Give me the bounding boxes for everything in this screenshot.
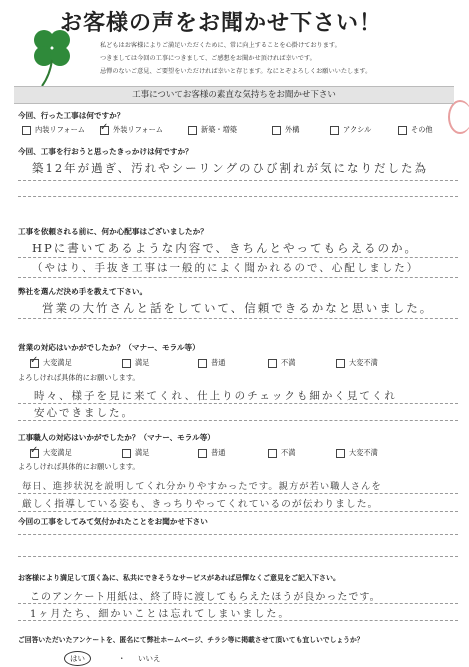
checkbox[interactable] (336, 449, 345, 458)
answer-line (18, 493, 458, 494)
answer-line (18, 420, 458, 421)
q1-option[interactable] (100, 125, 163, 135)
option-separator: ・ (118, 654, 126, 663)
answer-line (18, 257, 458, 258)
intro-line-3: 忌憚のないご意見、ご要望をいただければ幸いと存じます。なにとぞよろしくお願いいたします。 (100, 68, 372, 75)
q5-option[interactable] (336, 358, 378, 368)
option-label: 満足 (135, 448, 150, 457)
option-label: 大変不満 (349, 448, 378, 457)
q5-answer-line-1: 時々、様子を見に来てくれ、仕上りのチェックも細かく見てくれ (34, 390, 397, 402)
q5-option[interactable] (122, 358, 149, 368)
answer-line (18, 620, 458, 621)
option-label: 外構 (285, 125, 300, 134)
option-label: 満足 (135, 358, 150, 367)
checkbox[interactable] (198, 359, 207, 368)
q6-option[interactable] (30, 448, 72, 458)
q5-question: 営業の対応はいかがでしたか？（マナー、モラル等） (18, 343, 200, 352)
q3-answer-line-2: （やはり、手抜き工事は一般的によく聞かれるので、心配しました） (32, 262, 420, 274)
q4-question: 弊社を選んだ決め手を教えて下さい。 (18, 287, 148, 296)
checkbox[interactable] (268, 449, 277, 458)
checkbox[interactable] (122, 449, 131, 458)
option-label: 大変満足 (43, 448, 72, 457)
option-label: 大変満足 (43, 358, 72, 367)
checkbox[interactable] (188, 126, 197, 135)
checkbox-checked[interactable] (30, 449, 39, 458)
checkbox-checked[interactable] (100, 126, 109, 135)
q5-option[interactable] (198, 358, 225, 368)
q1-question: 今回、行った工事は何ですか？ (18, 111, 125, 120)
answer-line (18, 403, 458, 404)
q6-option[interactable] (268, 448, 295, 458)
answer-line (18, 534, 458, 535)
q5-option[interactable] (268, 358, 295, 368)
q1-option[interactable] (272, 125, 299, 135)
checkbox[interactable] (22, 126, 31, 135)
q3-question: 工事を依頼される前に、何か心配事はございましたか？ (18, 227, 208, 236)
q8-answer-line-2: 1ヶ月たち、細かいことは忘れてしまいました。 (30, 609, 291, 620)
publish-consent-question: ご回答いただいたアンケートを、匿名にて弊社ホームページ、チラシ等に掲載させて頂いても宜しいでしょうか？ (18, 636, 364, 644)
option-label: 不満 (281, 448, 296, 457)
answer-line (18, 511, 458, 512)
option-label: その他 (411, 125, 433, 134)
q2-question: 今回、工事を行おうと思ったきっかけは何ですか？ (18, 147, 193, 156)
answer-line (18, 277, 458, 278)
checkbox[interactable] (330, 126, 339, 135)
checkbox[interactable] (272, 126, 281, 135)
q5-followup: よろしければ具体的にお願いします。 (18, 373, 140, 382)
q6-followup: よろしければ具体的にお願いします。 (18, 462, 140, 471)
checkbox-checked[interactable] (30, 359, 39, 368)
q4-answer: 営業の大竹さんと話をしていて、信頼できるかなと思いました。 (42, 301, 434, 315)
option-label: 普通 (211, 358, 226, 367)
q6-question: 工事職人の対応はいかがでしたか？（マナー、モラル等） (18, 433, 215, 442)
q2-answer: 築12年が過ぎ、汚れやシーリングのひび割れが気になりだした為 (32, 161, 428, 175)
q6-answer-line-2: 厳しく指導している姿も、きっちりやってくれているのが伝わりました。 (22, 499, 379, 510)
answer-line (18, 180, 458, 181)
option-label: 内装リフォーム (35, 125, 85, 134)
q8-question: お客様により満足して頂く為に、私共にできそうなサービスがあれば忌憚なくご意見をご記入下さい。 (18, 574, 340, 582)
answer-line (18, 603, 458, 604)
stamp-mark (448, 100, 469, 134)
option-label: 不満 (281, 358, 296, 367)
answer-line (18, 318, 458, 319)
option-label: 大変不満 (349, 358, 378, 367)
answer-line (18, 556, 458, 557)
answer-line (18, 196, 458, 197)
q1-option[interactable] (398, 125, 433, 135)
page-title: お客様の声をお聞かせ下さい！ (60, 11, 383, 36)
checkbox[interactable] (198, 449, 207, 458)
option-label: 外装リフォーム (113, 125, 163, 134)
q6-answer-line-1: 毎日、進捗状況を説明してくれ分かりやすかったです。親方が若い職人さんを (22, 481, 382, 492)
q6-option[interactable] (198, 448, 225, 458)
consent-yes-label: はい (64, 651, 91, 666)
option-label: 新築・増築 (201, 125, 237, 134)
q1-option[interactable] (188, 125, 237, 135)
q3-answer-line-1: HPに書いてあるような内容で、きちんとやってもらえるのか。 (32, 241, 419, 255)
q1-option[interactable] (22, 125, 85, 135)
checkbox[interactable] (122, 359, 131, 368)
checkbox[interactable] (398, 126, 407, 135)
q6-option[interactable] (336, 448, 378, 458)
section-banner: 工事についてお客様の素直な気持ちをお聞かせ下さい (14, 86, 454, 104)
option-label: アクシル (343, 125, 372, 134)
checkbox[interactable] (268, 359, 277, 368)
q5-answer-line-2: 安心できました。 (34, 407, 134, 419)
q6-option[interactable] (122, 448, 149, 458)
intro-line-2: つきましては今回の工事につきまして、ご感想をお聞かせ頂ければ幸いです。 (100, 55, 316, 62)
consent-yes-option[interactable] (64, 651, 91, 666)
q1-option[interactable] (330, 125, 371, 135)
checkbox[interactable] (336, 359, 345, 368)
intro-line-1: 私どもはお客様によりご満足いただくために、常に向上することを心掛けております。 (100, 42, 341, 49)
option-label: 普通 (211, 448, 226, 457)
q5-option[interactable] (30, 358, 72, 368)
q8-answer-line-1: このアンケート用紙は、終了時に渡してもらえたほうが良かったです。 (30, 592, 381, 603)
q7-question: 今回の工事をしてみて気付かれたことをお聞かせ下さい (18, 517, 208, 526)
consent-no-option[interactable]: いいえ (138, 654, 161, 663)
